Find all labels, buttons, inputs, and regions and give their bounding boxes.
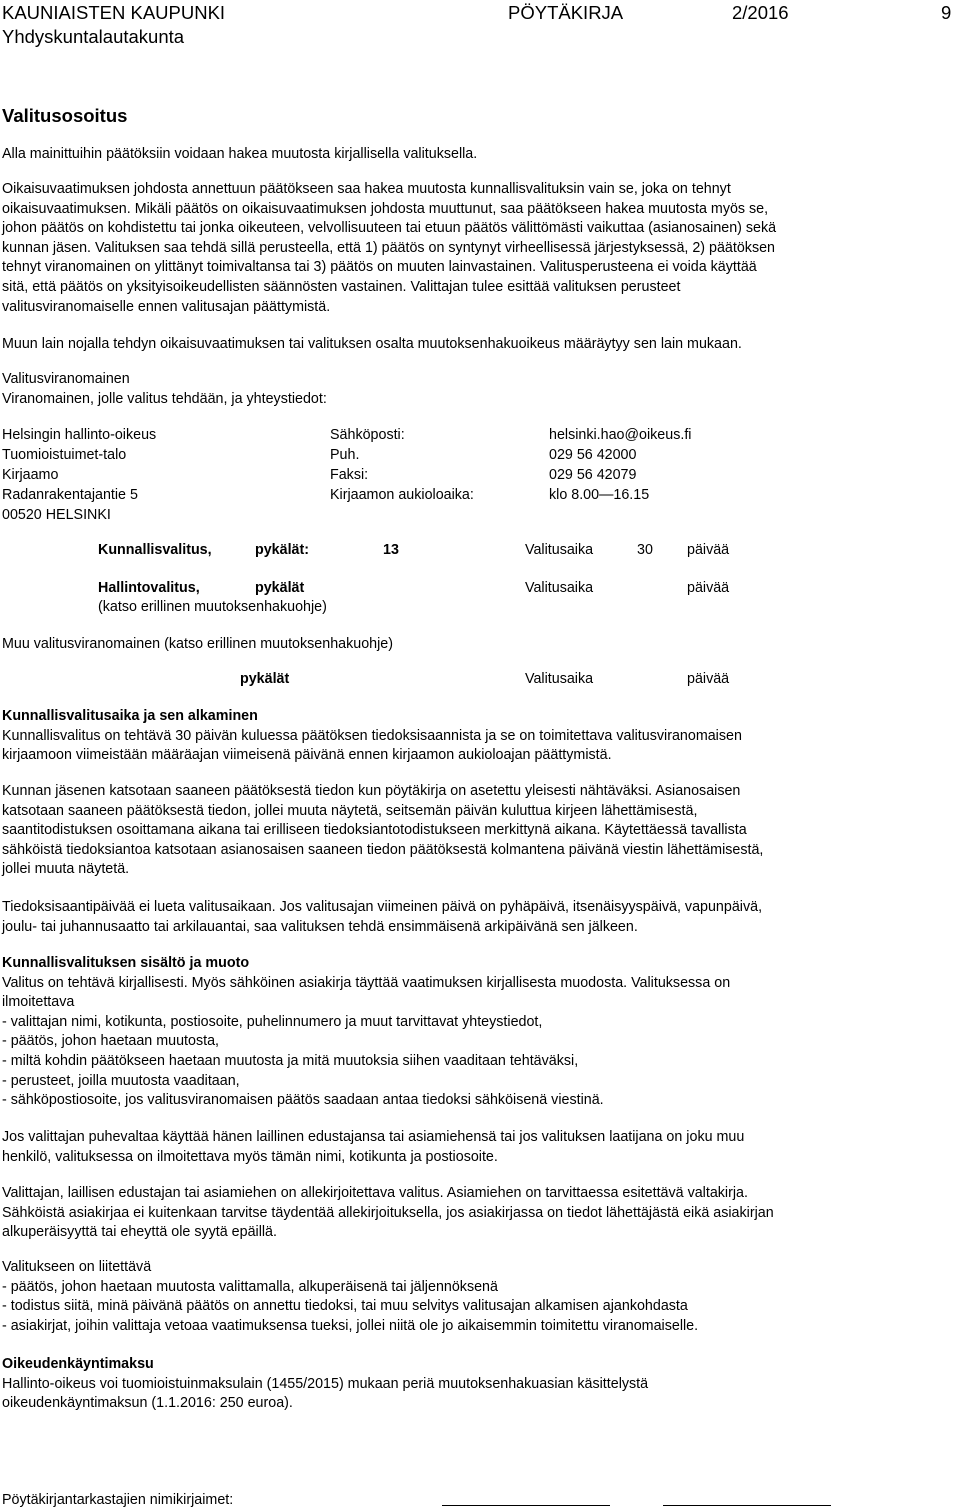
paragraph-line: Jos valittajan puhevaltaa käyttää hänen laillinen edustajansa tai asiamiehensä tai jos valituksen laatijana on joku muu xyxy=(2,1129,745,1145)
appeal-time-section xyxy=(2,707,952,766)
list-item: - perusteet, joilla muutosta vaaditaan, xyxy=(2,1072,240,1089)
days-unit: päivää xyxy=(687,542,730,558)
paragraph-line: Oikaisuvaatimuksen johdosta annettuun päätökseen saa hakea muutosta kunnallisvalituksin vain se, joka on tehnyt xyxy=(2,181,731,197)
paragraph-line: Sähköistä asiakirjaa ei kuitenkaan tarvitse täydentää allekirjoituksella, jos asiakirjassa on tiedot lähettäjästä eikä asiakirjan xyxy=(2,1204,774,1221)
signature-line xyxy=(442,1505,610,1506)
paragraph-line: Hallinto-oikeus voi tuomioistuinmaksulain (1455/2015) mukaan periä muutoksenhakuasian käsittelystä xyxy=(2,1375,649,1392)
paragraph-line: Kunnallisvalitus on tehtävä 30 päivän kuluessa päätöksen tiedoksisaannista ja se on toimitettava valitusviranomaisen xyxy=(2,727,742,744)
content-heading: Kunnallisvalituksen sisältö ja muoto xyxy=(2,955,250,971)
contact-label: Faksi: xyxy=(330,467,369,483)
member-notice-paragraph xyxy=(2,782,952,880)
contact-postcode: 00520 HELSINKI xyxy=(2,507,111,523)
appeal-time-heading: Kunnallisvalitusaika ja sen alkaminen xyxy=(2,708,258,724)
list-item: - todistus siitä, minä päivänä päätös on annettu tiedoksi, tai muu selvitys valitusajan alkamisen ajankohdasta xyxy=(2,1298,688,1315)
paragraph-line: alkuperäisyyttä tai eheyttä ole syytä epäillä. xyxy=(2,1224,277,1241)
paragraph-line: Valitus on tehtävä kirjallisesti. Myös sähköinen asiakirja täyttää vaatimuksen kirjallisesta muodosta. Valituksessa on xyxy=(2,974,731,991)
days-unit: päivää xyxy=(687,580,730,596)
sections-label: pykälät xyxy=(255,580,305,596)
page-number: 9 xyxy=(941,2,952,23)
appeal-days: 30 xyxy=(637,542,653,558)
paragraph-line: Tiedoksisaantipäivää ei lueta valitusaikaan. Jos valitusajan viimeinen päivä on pyhäpäivä, itsenäisyyspäivä, vapunpäivä, xyxy=(2,899,763,915)
other-appeal-row-time xyxy=(2,670,952,690)
list-item: - sähköpostiosoite, jos valitusviranomaisen päätös saadaan antaa tiedoksi sähköisenä viestinä. xyxy=(2,1092,604,1109)
list-item: - valittajan nimi, kotikunta, postiosoite, puhelinnumero ja muut tarvittavat yhteystiedot, xyxy=(2,1013,543,1030)
paragraph-line: valitusviranomaiselle ennen valitusajan päättymistä. xyxy=(2,298,331,315)
paragraph-line: Kunnan jäsenen katsotaan saaneen päätöksestä tiedon kun pöytäkirja on asetettu yleisesti nähtäväksi. Asianosaisen xyxy=(2,783,741,799)
paragraph-line: henkilö, valituksessa on ilmoitettava myös tämän nimi, kotikunta ja postiosoite. xyxy=(2,1148,498,1165)
org-name: KAUNIAISTEN KAUPUNKI xyxy=(2,2,226,23)
page-title: Valitusosoitus xyxy=(2,105,128,126)
attachments-section xyxy=(2,1258,952,1336)
signature-paragraph xyxy=(2,1184,952,1243)
paragraph-line: oikaisuvaatimuksen. Mikäli päätös on oikaisuvaatimuksen johdosta muuttunut, saa päätökseen hakea muutosta myös se, xyxy=(2,200,769,217)
fees-section xyxy=(2,1355,952,1414)
contact-row xyxy=(2,426,952,446)
authority-heading: Valitusviranomainen xyxy=(2,371,130,387)
paragraph-line: tehnyt viranomainen on ylittänyt toimivaltansa tai 3) päätös on muuten lainvastainen. Valitusperusteena ei voida käyttää xyxy=(2,259,757,276)
paragraph-line: oikeudenkäyntimaksun (1.1.2016: 250 euroa). xyxy=(2,1395,293,1412)
contact-fax: 029 56 42079 xyxy=(549,467,637,483)
initials-label: Pöytäkirjantarkastajien nimikirjaimet: xyxy=(2,1492,234,1508)
rectification-paragraph xyxy=(2,180,952,317)
fees-heading: Oikeudenkäyntimaksu xyxy=(2,1356,154,1372)
content-section xyxy=(2,954,952,1111)
paragraph-line: saantitodistuksen osoittamana aikana tai erilliseen tiedoksiantotodistukseen merkittynä aikana. Käytettäessä tavallista xyxy=(2,822,747,839)
sections-label: pykälät xyxy=(240,671,290,687)
contact-label: Kirjaamon aukioloaika: xyxy=(330,487,474,503)
contact-email-link[interactable]: helsinki.hao@oikeus.fi xyxy=(549,427,692,443)
appeal-type-label: Hallintovalitus, xyxy=(98,580,200,596)
other-law-text: Muun lain nojalla tehdyn oikaisuvaatimuksen tai valituksen osalta muutoksenhakuoikeus määräytyy sen lain mukaan. xyxy=(2,336,742,352)
contact-phone: 029 56 42000 xyxy=(549,447,637,463)
doc-number: 2/2016 xyxy=(732,2,789,23)
list-item: - miltä kohdin päätökseen haetaan muutosta ja mitä muutoksia siihen vaaditaan tehtäväksi, xyxy=(2,1052,579,1069)
representative-paragraph xyxy=(2,1128,952,1167)
paragraph-line: sähköistä tiedoksiantoa katsotaan asianosaisen saaneen tiedon päätöksestä kolmantena päivänä viestin lähettämisestä, xyxy=(2,841,764,858)
attachments-heading: Valitukseen on liitettävä xyxy=(2,1259,152,1275)
contact-label: Puh. xyxy=(330,447,360,463)
paragraph-line: sitä, että päätös on yksityisoikeudellisten säännösten vastainen. Valittajan tulee esittää valituksen perusteet xyxy=(2,278,681,295)
authority-subheading: Viranomainen, jolle valitus tehdään, ja yhteystiedot: xyxy=(2,390,327,407)
other-authority-label: Muu valitusviranomainen (katso erillinen muutoksenhakuohje) xyxy=(2,636,393,652)
paragraph-line: joulu- tai juhannusaatto tai arkilauantai, saa valituksen tehdä ensimmäisenä arkipäivänä sen jälkeen. xyxy=(2,918,638,935)
notice-day-paragraph xyxy=(2,898,952,937)
paragraph-line: kirjaamoon viimeistään määräajan viimeisenä päivänä ennen kirjaamon aukioloajan päättymistä. xyxy=(2,747,612,764)
appeal-time-label: Valitusaika xyxy=(525,671,594,687)
paragraph-line: ilmoitettava xyxy=(2,994,75,1011)
list-item: - päätös, johon haetaan muutosta, xyxy=(2,1033,219,1050)
sections-number: 13 xyxy=(383,542,399,558)
appeal-time-label: Valitusaika xyxy=(525,580,594,596)
paragraph-line: kunnan jäsen. Valituksen saa tehdä sillä perusteella, että 1) päätös on syntynyt virheellisessä järjestyksessä, 2) päätöksen xyxy=(2,239,775,256)
authority-section xyxy=(2,370,952,409)
paragraph-line: jollei muuta näytetä. xyxy=(2,861,130,878)
appeal-type-label: Kunnallisvalitus, xyxy=(98,542,212,558)
contact-row xyxy=(2,486,952,506)
contact-name: Helsingin hallinto-oikeus xyxy=(2,427,157,443)
list-item: - päätös, johon haetaan muutosta valittamalla, alkuperäisenä tai jäljennöksenä xyxy=(2,1278,498,1295)
paragraph-line: johon päätös on kohdistettu tai jonka oikeuteen, velvollisuuteen tai etuun päätös välittömästi vaikuttaa (asianosainen) sekä xyxy=(2,220,777,237)
contact-row xyxy=(2,506,952,526)
appeal-time-label: Valitusaika xyxy=(525,542,594,558)
paragraph-line: Valittajan, laillisen edustajan tai asiamiehen on allekirjoitettava valitus. Asiamiehen on tarvittaessa esitettävä valtakirja. xyxy=(2,1185,748,1201)
admin-appeal-note: (katso erillinen muutoksenhakuohje) xyxy=(98,599,327,615)
list-item: - asiakirjat, joihin valittaja vetoaa vaatimuksensa tueksi, jollei niitä ole jo aikaisemmin toimitettu viranomaiselle. xyxy=(2,1317,699,1334)
contact-name: Tuomioistuimet-talo xyxy=(2,447,127,463)
contact-hours: klo 8.00—16.15 xyxy=(549,487,650,503)
admin-appeal-row-time xyxy=(2,579,952,599)
contact-label: Sähköposti: xyxy=(330,427,405,443)
contact-row xyxy=(2,446,952,466)
committee-name: Yhdyskuntalautakunta xyxy=(2,26,185,47)
municipal-appeal-row-time xyxy=(2,541,952,561)
days-unit: päivää xyxy=(687,671,730,687)
admin-appeal-note-row xyxy=(2,598,952,618)
intro-text: Alla mainittuihin päätöksiin voidaan hakea muutosta kirjallisella valituksella. xyxy=(2,146,478,162)
doc-type: PÖYTÄKIRJA xyxy=(508,2,624,23)
sections-label: pykälät: xyxy=(255,542,310,558)
contact-row xyxy=(2,466,952,486)
contact-address: Radanrakentajantie 5 xyxy=(2,487,138,503)
paragraph-line: katsotaan saaneen päätöksestä tiedon, jollei muuta näytetä, seitsemän päivän kuluttua kirjeen lähettämisestä, xyxy=(2,802,698,819)
contact-name: Kirjaamo xyxy=(2,467,59,483)
signature-line xyxy=(663,1505,831,1506)
